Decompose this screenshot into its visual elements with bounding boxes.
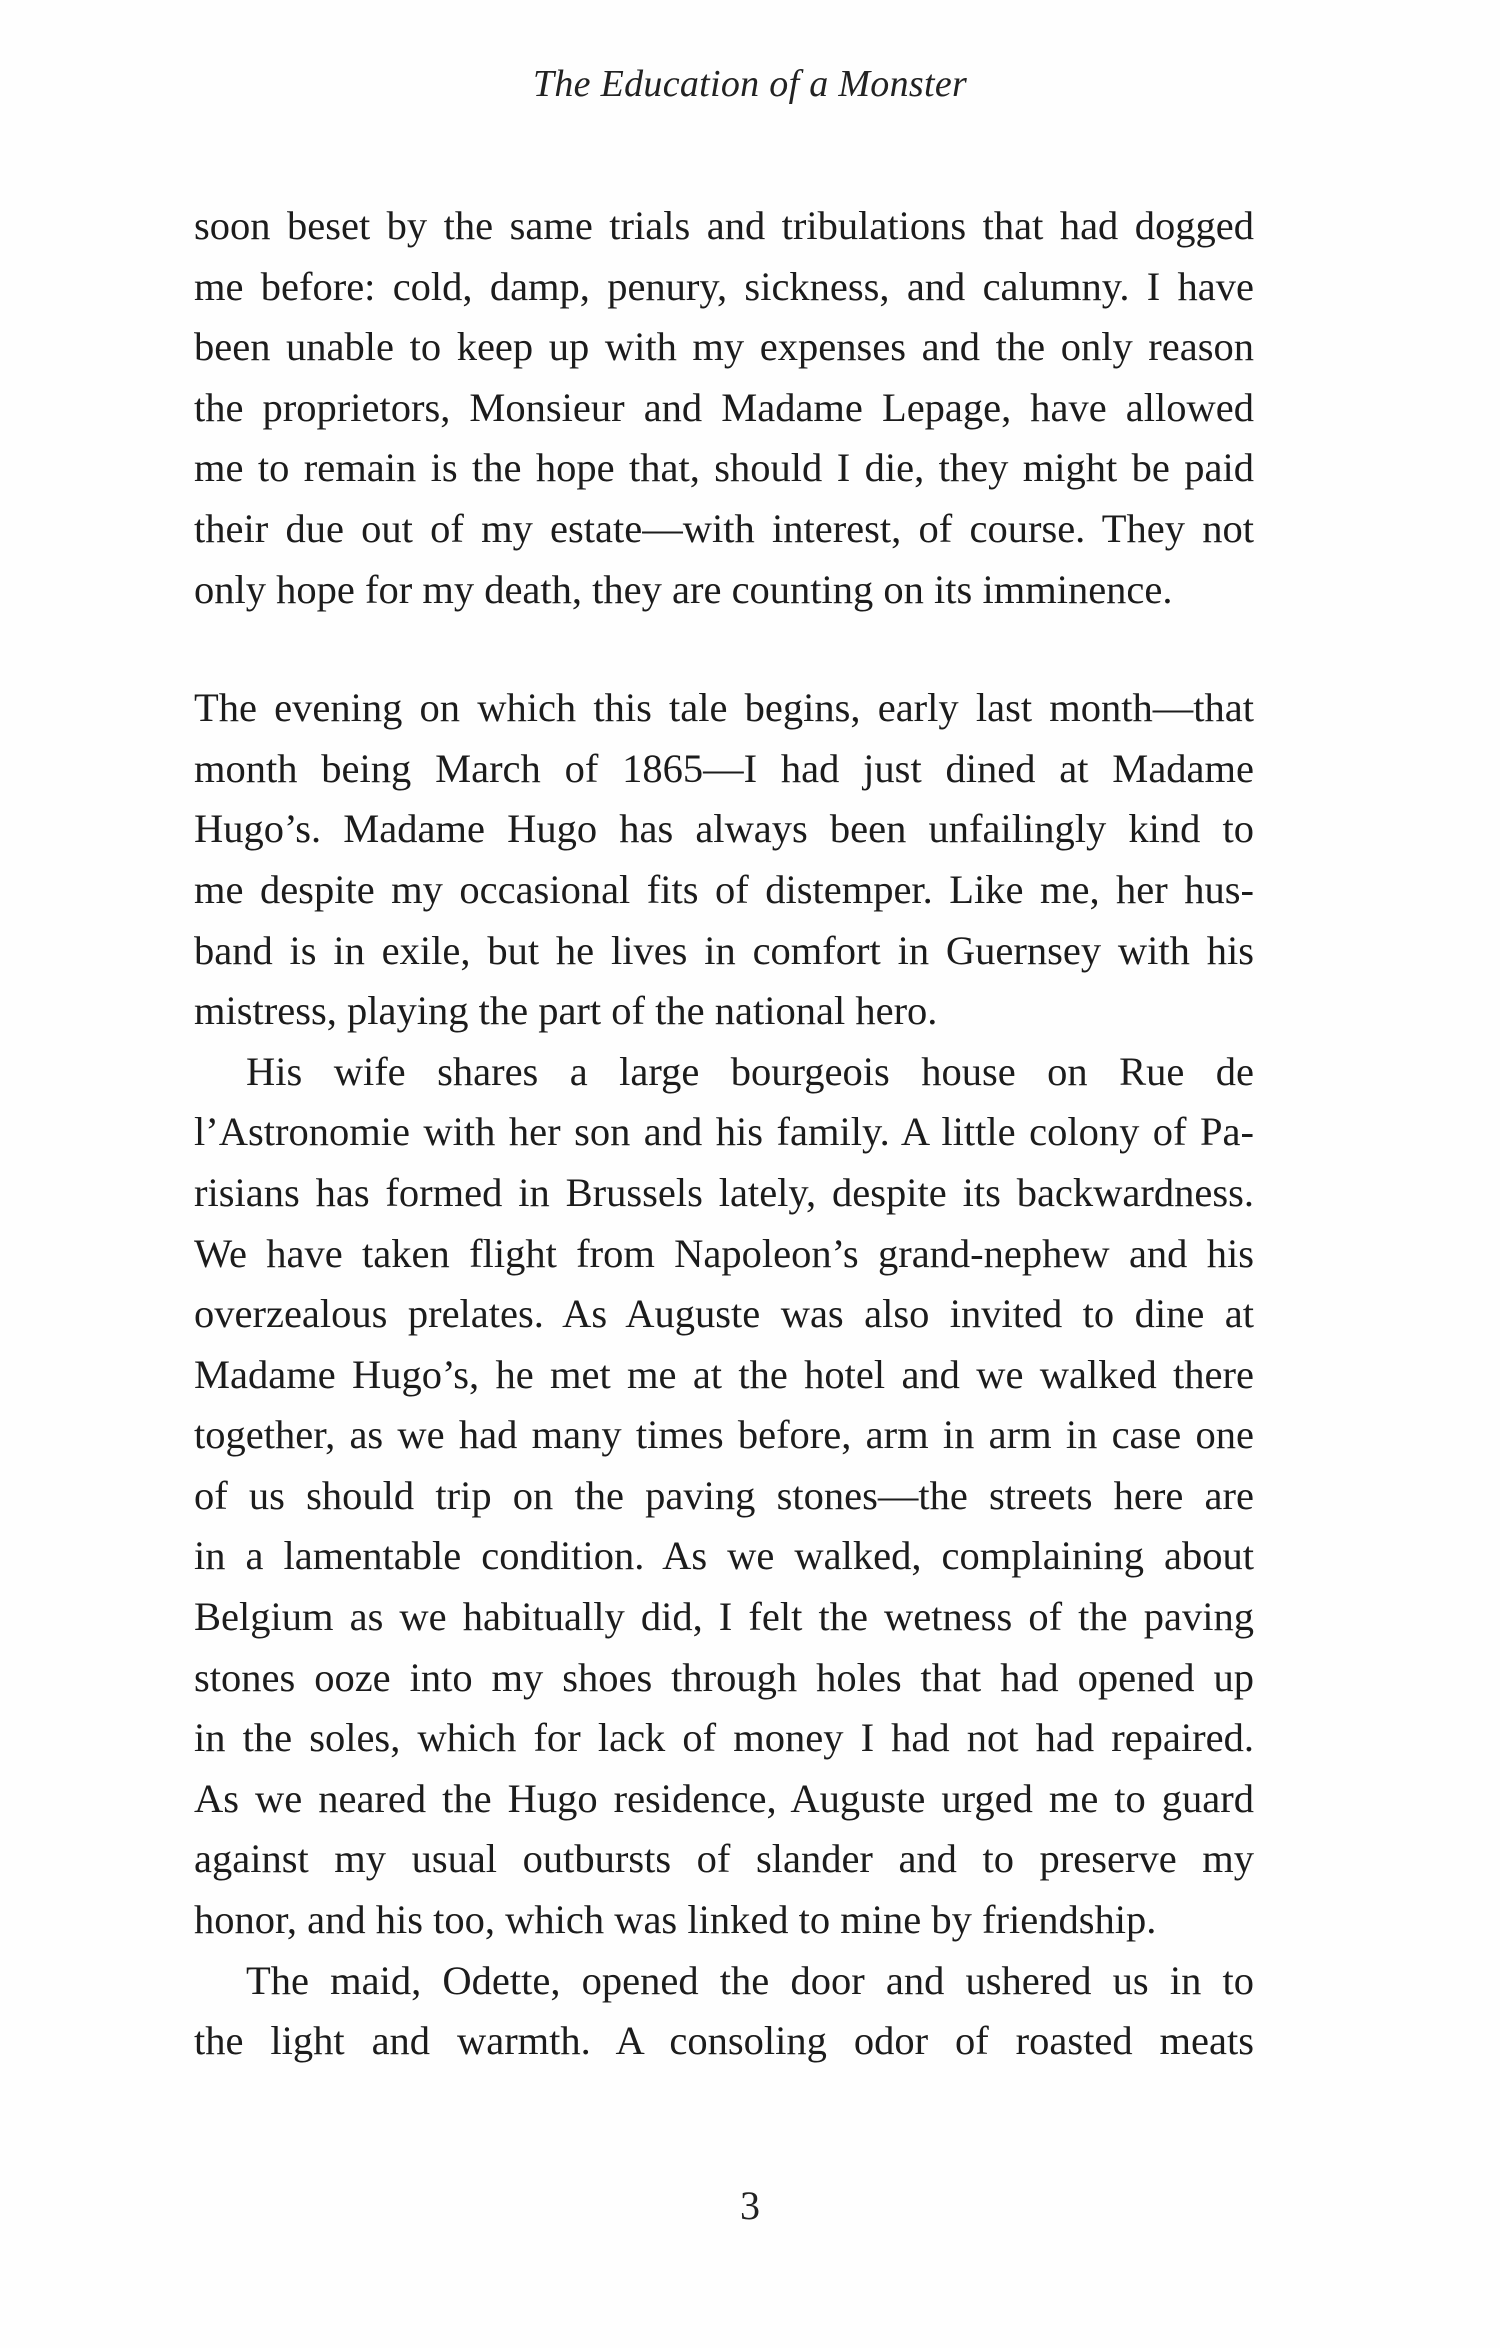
text-line: in the soles, which for lack of money I had not had repaired. [194, 1715, 1254, 1761]
text-line: risians has formed in Brussels lately, despite its backwardness. [194, 1169, 1254, 1215]
text-line: the proprietors, Monsieur and Madame Lepage, have allowed [194, 384, 1254, 430]
paragraph-2 [194, 678, 1254, 1042]
text-line: As we neared the Hugo residence, Auguste urged me to guard [194, 1775, 1254, 1821]
text-line: against my usual outbursts of slander and to preserve my [194, 1836, 1254, 1882]
text-line: band is in exile, but he lives in comfort in Guernsey with his [194, 927, 1254, 973]
text-line: soon beset by the same trials and tribulations that had dogged [194, 203, 1254, 248]
text-line: honor, and his too, which was linked to mine by friendship. [194, 1897, 1157, 1943]
text-line: of us should trip on the paving stones—the streets here are [194, 1472, 1254, 1518]
text-line: me to remain is the hope that, should I die, they might be paid [194, 445, 1254, 491]
text-line: together, as we had many times before, arm in arm in case one [194, 1412, 1254, 1458]
text-line: stones ooze into my shoes through holes that had opened up [194, 1654, 1254, 1700]
text-line: month being March of 1865—I had just dined at Madame [194, 745, 1254, 791]
text-line: l’Astronomie with her son and his family. A little colony of Pa- [194, 1109, 1254, 1155]
text-line: We have taken flight from Napoleon’s grand-nephew and his [194, 1230, 1254, 1276]
body-text [194, 196, 1254, 2072]
paragraph-4 [194, 1951, 1254, 2072]
text-line: been unable to keep up with my expenses and the only reason [194, 324, 1254, 370]
text-line: only hope for my death, they are counting on its imminence. [194, 566, 1173, 612]
text-line: in a lamentable condition. As we walked, complaining about [194, 1533, 1254, 1579]
page-number: 3 [740, 2183, 760, 2228]
text-line: Madame Hugo’s, he met me at the hotel and we walked there [194, 1351, 1254, 1397]
text-line: Belgium as we habitually did, I felt the wetness of the paving [194, 1594, 1254, 1640]
section-break [194, 620, 1254, 678]
running-head: The Education of a Monster [532, 63, 968, 105]
text-line: overzealous prelates. As Auguste was also invited to dine at [194, 1291, 1254, 1337]
text-line: The evening on which this tale begins, early last month—that [194, 685, 1254, 731]
text-line: me despite my occasional fits of distemper. Like me, her hus- [194, 866, 1254, 912]
text-line: their due out of my estate—with interest, of course. They not [194, 505, 1254, 551]
text-line: Hugo’s. Madame Hugo has always been unfailingly kind to [194, 806, 1254, 852]
text-line: the light and warmth. A consoling odor of roasted meats [194, 2018, 1254, 2064]
text-line: The maid, Odette, opened the door and ushered us in to [246, 1957, 1254, 2003]
text-line: His wife shares a large bourgeois house on Rue de [246, 1048, 1254, 1094]
paragraph-1 [194, 196, 1254, 620]
text-line: mistress, playing the part of the national hero. [194, 988, 938, 1034]
text-line: me before: cold, damp, penury, sickness, and calumny. I have [194, 263, 1254, 309]
paragraph-3 [194, 1042, 1254, 1951]
